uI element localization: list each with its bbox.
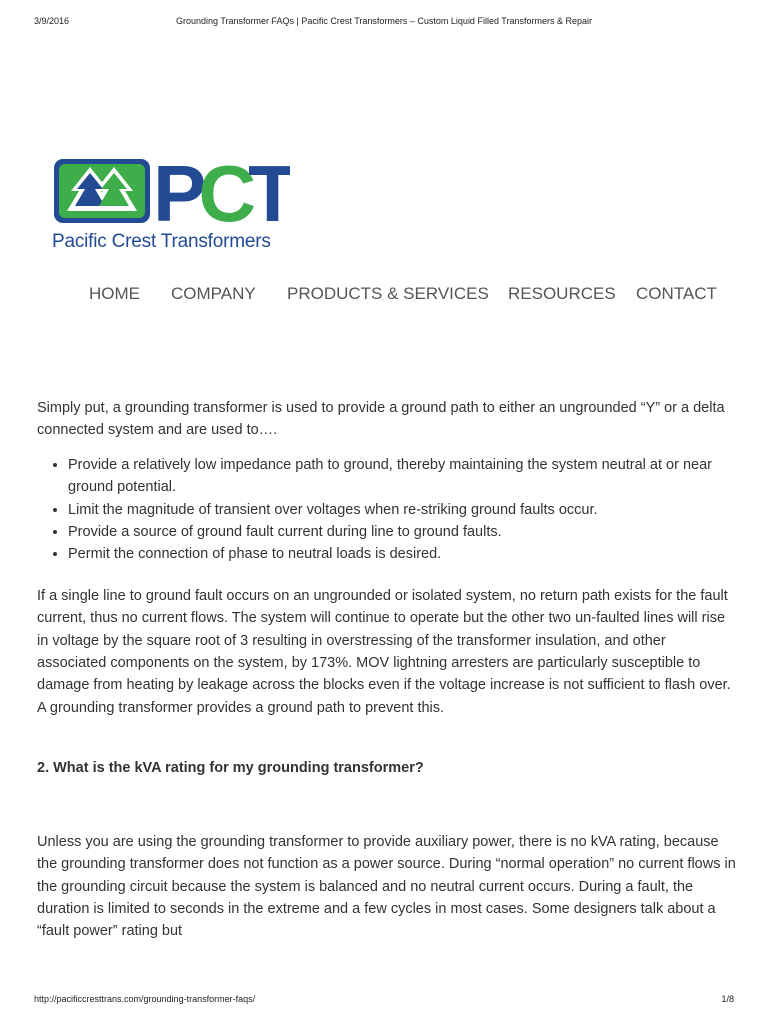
article-content <box>37 397 737 943</box>
list-item: • Permit the connection of phase to neutral loads is desired. <box>68 543 737 565</box>
print-page-number: 1/8 <box>721 994 734 1004</box>
logo-company-name: Pacific Crest Transformers <box>52 231 271 252</box>
nav-contact[interactable]: CONTACT <box>636 284 717 303</box>
print-url: http://pacificcresttrans.com/grounding-transformer-faqs/ <box>34 994 256 1004</box>
nav-company[interactable]: COMPANY <box>171 284 256 303</box>
faq-heading: 2. What is the kVA rating for my grounding transformer? <box>37 760 424 777</box>
print-date: 3/9/2016 <box>34 16 70 26</box>
fault-paragraph: If a single line to ground fault occurs on an ungrounded or isolated system, no return path exists for the fault current, thus no current flows. The system will continue to operate but the other two un-faulted lines will rise in voltage by the square root of 3 resulting in overstressing of the transformer insulation, and other associated components on the system, by 173%. MOV lightning arresters are particularly susceptible to damage from heating by leakage across the blocks even if the voltage increase is not sufficient to flash over. A grounding transformer provides a ground path to prevent this. <box>37 587 731 716</box>
nav-home[interactable]: HOME <box>89 284 140 303</box>
intro-paragraph: Simply put, a grounding transformer is used to provide a ground path to either an ungrounded “Y” or a delta connected system and are used to…. <box>37 400 725 439</box>
pct-logo-mark <box>50 155 290 225</box>
nav-products-services[interactable]: PRODUCTS & SERVICES <box>287 284 489 303</box>
kva-paragraph: Unless you are using the grounding transformer to provide auxiliary power, there is no kVA rating, because the grounding transformer does not function as a power source. During “normal operation” no current flows in the grounding circuit because the system is balanced and no neutral current occurs. During a fault, the duration is limited to seconds in the extreme and a few cycles in most cases. Some designers talk about a “fault power” rating but <box>37 833 736 940</box>
list-item: • Provide a source of ground fault current during line to ground faults. <box>68 521 737 543</box>
print-footer <box>34 994 734 1008</box>
list-item: • Provide a relatively low impedance path to ground, thereby maintaining the system neutral at or near ground potential. <box>68 454 737 499</box>
logo-letters: PCT <box>153 155 290 225</box>
uses-list <box>37 454 737 566</box>
list-item: • Limit the magnitude of transient over voltages when re-striking ground faults occur. <box>68 499 737 521</box>
print-header <box>34 16 734 30</box>
pct-logo[interactable] <box>50 155 295 255</box>
main-navigation <box>89 284 738 308</box>
print-page-title: Grounding Transformer FAQs | Pacific Crest Transformers – Custom Liquid Filled Transformers & Repair <box>176 16 592 26</box>
nav-resources[interactable]: RESOURCES <box>508 284 616 303</box>
